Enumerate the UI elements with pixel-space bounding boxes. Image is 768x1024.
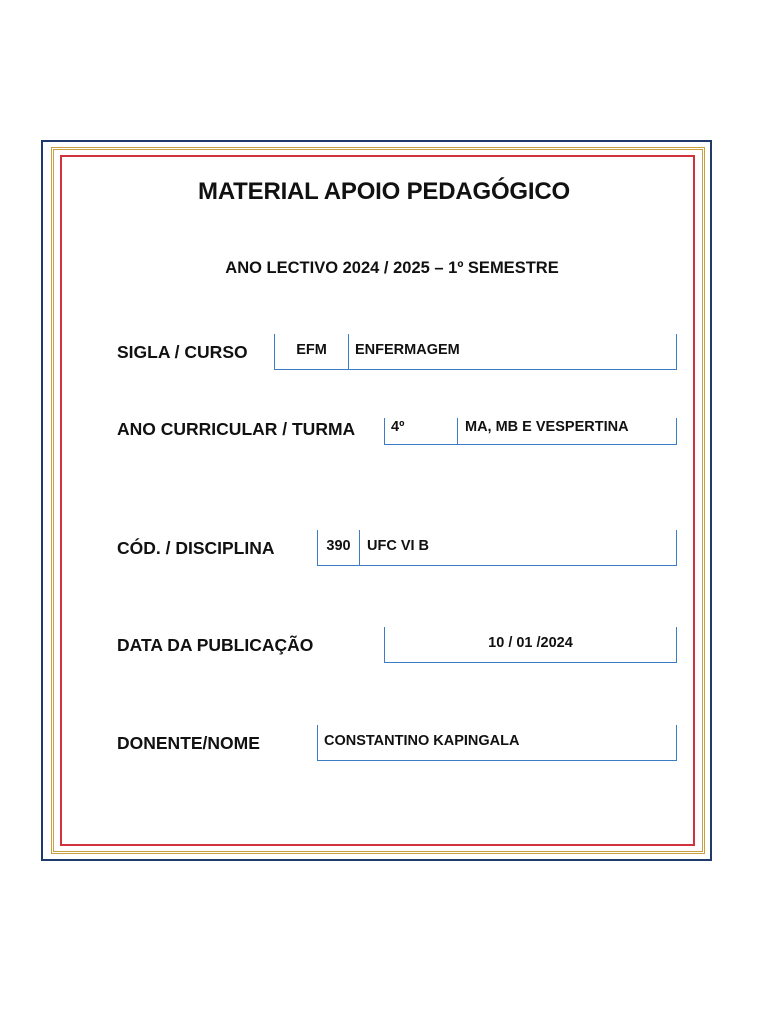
docente-value: CONSTANTINO KAPINGALA (324, 733, 520, 749)
academic-year-subtitle: ANO LECTIVO 2024 / 2025 – 1º SEMESTRE (225, 259, 559, 277)
disciplina-field (317, 530, 677, 566)
ano-turma-field (384, 418, 677, 445)
sigla-code: EFM (275, 334, 349, 369)
docente-field (317, 725, 677, 761)
ano-turma-label: ANO CURRICULAR / TURMA (117, 419, 356, 439)
ano-code: 4º (385, 418, 458, 444)
curso-value: ENFERMAGEM (355, 342, 460, 358)
disciplina-code: 390 (318, 530, 360, 565)
sigla-curso-label: SIGLA / CURSO (117, 342, 248, 362)
data-publicacao-label: DATA DA PUBLICAÇÃO (117, 635, 314, 655)
data-publicacao-field (384, 627, 677, 663)
disciplina-label: CÓD. / DISCIPLINA (117, 538, 275, 558)
data-publicacao-value: 10 / 01 /2024 (488, 635, 573, 651)
document-title: MATERIAL APOIO PEDAGÓGICO (198, 178, 570, 205)
disciplina-value: UFC VI B (367, 538, 430, 554)
docente-label: DONENTE/NOME (117, 733, 260, 753)
turma-value: MA, MB E VESPERTINA (465, 419, 629, 435)
sigla-curso-field (274, 334, 677, 370)
